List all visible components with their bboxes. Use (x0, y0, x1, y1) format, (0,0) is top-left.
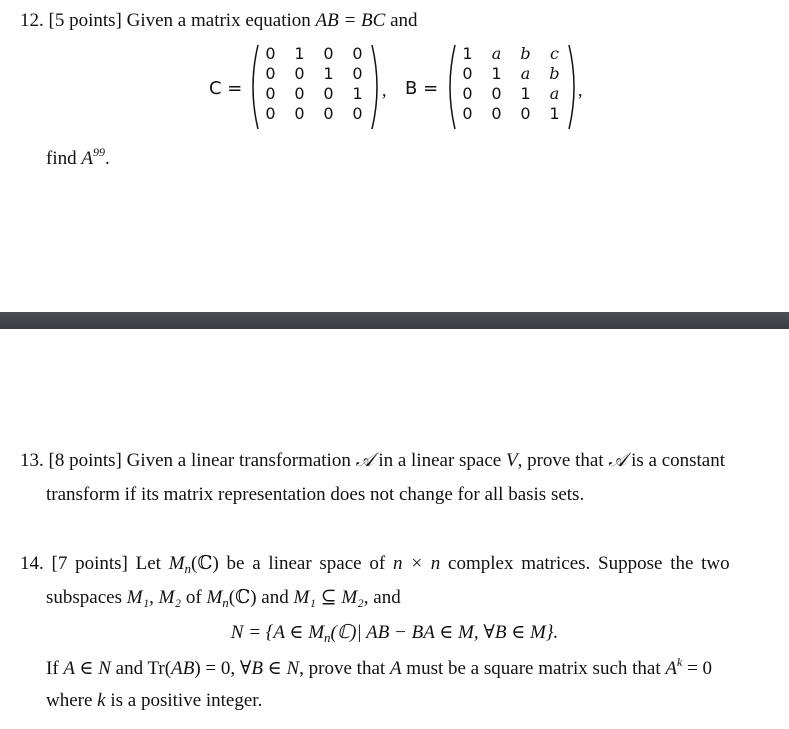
c-matrix-cell: 0 (294, 84, 305, 103)
q14-number: 14. (20, 553, 44, 574)
q14-text-k: , prove that (299, 658, 386, 679)
q14-text-g: , and (363, 587, 401, 608)
q14-text-l: must be a square matrix such that (406, 658, 661, 679)
c-matrix-cell: 0 (323, 104, 334, 123)
page-divider (0, 312, 789, 329)
q13-points: [8 points] (48, 450, 122, 471)
q14-text-b: be a linear space of (226, 553, 386, 574)
c-matrix-cells (256, 44, 372, 124)
c-matrix-cell: 0 (294, 64, 305, 83)
q12-find-line (46, 145, 110, 170)
q14-line2 (46, 586, 401, 611)
q14-set-def-a: N = {A ∈ M (230, 622, 325, 643)
c-matrix-cell: 0 (294, 104, 305, 123)
q12-equation: AB = BC (315, 10, 386, 31)
q14-mn-arg-2: (ℂ) (228, 587, 257, 608)
q14-text-j: ) = 0, ∀ (194, 658, 252, 679)
q14-text-m: = 0 (687, 658, 713, 679)
b-matrix-comma: , (578, 80, 583, 100)
q12-find: find (46, 148, 77, 169)
b-matrix-cell: a (549, 84, 560, 103)
q13-script-a-2: 𝒜 (608, 450, 627, 471)
q14-ak: $A^k$ (665, 655, 683, 679)
b-matrix (443, 44, 577, 130)
q12-line1 (20, 10, 418, 32)
q12-intro: Given a matrix equation (126, 10, 311, 31)
b-matrix-cell: b (549, 64, 560, 83)
q14-set-definition (0, 621, 789, 646)
b-matrix-cell: 0 (520, 104, 531, 123)
b-matrix-cell: a (520, 64, 531, 83)
c-matrix-comma: , (382, 80, 387, 100)
b-matrix-cell: b (520, 44, 531, 63)
b-matrix-cell: 0 (462, 104, 473, 123)
q14-line5 (46, 690, 262, 712)
q14-subset: M₁ ⊆ M₂ (293, 587, 364, 608)
b-matrix-cell: 0 (491, 84, 502, 103)
q13-line2: transform if its matrix representation does not change for all basis sets. (46, 484, 585, 505)
q14-a-var: A (389, 658, 402, 679)
q12-period: . (104, 148, 110, 169)
c-matrix-cell: 1 (323, 64, 334, 83)
q12-target: $A^{99}$ (81, 145, 105, 169)
b-matrix-cell: a (491, 44, 502, 63)
c-matrix-cell: 0 (265, 104, 276, 123)
c-matrix-cell: 1 (352, 84, 363, 103)
b-matrix-label: B = (405, 78, 439, 99)
q14-set-def-sub: n (324, 630, 331, 645)
q14-text-i: and Tr( (115, 658, 172, 679)
q13-text-c: , prove that (517, 450, 604, 471)
b-matrix-cell: 0 (462, 64, 473, 83)
c-matrix-cell: 0 (265, 84, 276, 103)
q14-mn-arg: (ℂ) (191, 553, 219, 574)
q14-mn-2: $M_n$ (206, 587, 229, 610)
c-matrix-cell: 0 (323, 84, 334, 103)
q13-text-b: in a linear space (378, 450, 502, 471)
c-matrix-label: C = (209, 78, 243, 99)
q14-line4 (46, 655, 712, 680)
c-matrix-cell: 0 (352, 64, 363, 83)
q13-script-a: 𝒜 (355, 450, 374, 471)
q12-points: [5 points] (48, 10, 122, 31)
b-matrix-cell: c (550, 44, 559, 63)
b-matrix-cells (453, 44, 569, 124)
q14-text-e: of (185, 587, 202, 608)
q14-m12: M₁, M₂ (126, 587, 182, 608)
q14-cond3: B ∈ N (251, 658, 300, 679)
q13-space: V (505, 450, 518, 471)
b-matrix-cell: 1 (462, 44, 473, 63)
b-matrix-cell: 1 (520, 84, 531, 103)
c-matrix-cell: 0 (352, 104, 363, 123)
q14-points: [7 points] (51, 553, 128, 574)
q12-number: 12. (20, 10, 44, 31)
q14-dims: n × n (392, 553, 441, 574)
c-matrix-cell: 0 (265, 44, 276, 63)
q14-text-h: If (46, 658, 59, 679)
q13-number: 13. (20, 450, 44, 471)
q14-line1 (20, 552, 730, 577)
b-matrix-cell: 1 (549, 104, 560, 123)
c-matrix-cell: 0 (352, 44, 363, 63)
q14-text-a: Let (135, 553, 161, 574)
q14-cond1: A ∈ N (63, 658, 111, 679)
q14-text-c: complex matrices. Suppose the two (448, 553, 730, 574)
q14-text-n: where (46, 690, 93, 711)
q14-text-o: is a positive integer. (110, 690, 263, 711)
q14-text-f: and (261, 587, 289, 608)
q14-set-def-b: (ℂ)| AB − BA ∈ M, ∀B ∈ M}. (330, 622, 559, 643)
q14-mn: $M_n$ (168, 553, 192, 576)
c-matrix-cell: 0 (323, 44, 334, 63)
q14-k-var: k (97, 690, 106, 711)
q14-text-d: subspaces (46, 587, 122, 608)
q12-and: and (390, 10, 418, 31)
q13-text-d: is a constant (631, 450, 726, 471)
q13-text-a: Given a linear transformation (126, 450, 351, 471)
c-matrix-cell: 0 (265, 64, 276, 83)
q13-line1 (20, 450, 725, 472)
b-matrix-cell: 0 (491, 104, 502, 123)
q14-cond2: AB (171, 658, 195, 679)
c-matrix (246, 44, 380, 130)
b-matrix-cell: 0 (462, 84, 473, 103)
c-matrix-cell: 1 (294, 44, 305, 63)
b-matrix-cell: 1 (491, 64, 502, 83)
